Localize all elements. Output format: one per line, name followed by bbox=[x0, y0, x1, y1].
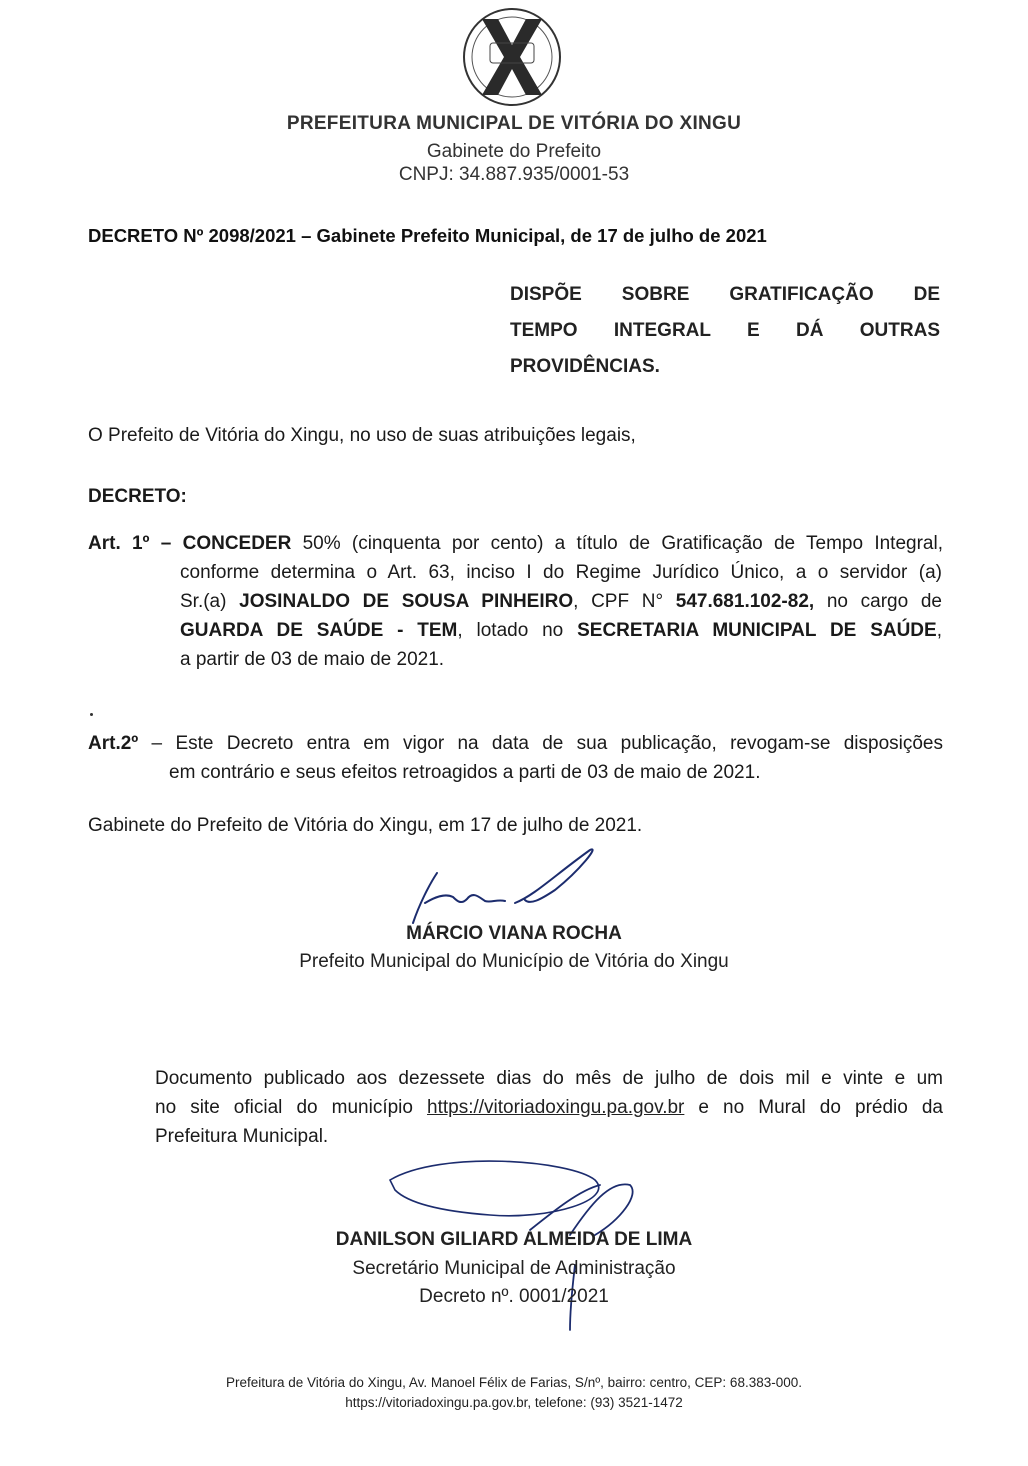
cabinet-subtitle: Gabinete do Prefeito bbox=[426, 141, 602, 162]
article-2 bbox=[88, 729, 943, 783]
municipal-seal bbox=[460, 5, 564, 109]
publication-line-1: Documento publicado aos dezessete dias do mês de julho de dois mil e vinte e um bbox=[155, 1068, 943, 1089]
employee-role: GUARDA DE SAÚDE - TEM bbox=[180, 620, 458, 641]
ementa-line: DISPÕE SOBRE GRATIFICAÇÃO DE bbox=[510, 284, 940, 305]
decree-title: DECRETO Nº 2098/2021 – Gabinete Prefeito Municipal, de 17 de julho de 2021 bbox=[88, 225, 767, 246]
website-link[interactable]: https://vitoriadoxingu.pa.gov.br bbox=[427, 1097, 685, 1118]
decree-ementa bbox=[510, 277, 940, 385]
prefecture-title: PREFEITURA MUNICIPAL DE VITÓRIA DO XINGU bbox=[286, 113, 742, 134]
article-1-line-3 bbox=[180, 587, 942, 616]
decreto-label: DECRETO: bbox=[88, 486, 187, 507]
closing-statement: Gabinete do Prefeito de Vitória do Xingu, em 17 de julho de 2021. bbox=[88, 815, 643, 836]
mayor-name: MÁRCIO VIANA ROCHA bbox=[406, 923, 622, 944]
ementa-line: TEMPO INTEGRAL E DÁ OUTRAS bbox=[510, 320, 940, 341]
article-1-text: no cargo de bbox=[814, 591, 942, 612]
secretary-role: Secretário Municipal de Administração bbox=[352, 1258, 676, 1279]
secretary-decree: Decreto nº. 0001/2021 bbox=[419, 1286, 609, 1307]
article-2-label: Art.2º bbox=[88, 733, 139, 754]
publication-line-2 bbox=[155, 1093, 943, 1122]
decree-intro: O Prefeito de Vitória do Xingu, no uso de suas atribuições legais, bbox=[88, 425, 636, 446]
employee-department: SECRETARIA MUNICIPAL DE SAÚDE bbox=[577, 620, 937, 641]
employee-name: JOSINALDO DE SOUSA PINHEIRO bbox=[239, 591, 574, 612]
mayor-role: Prefeito Municipal do Município de Vitória do Xingu bbox=[299, 951, 729, 972]
publication-text: no site oficial do município bbox=[155, 1097, 428, 1118]
publication-line-3: Prefeitura Municipal. bbox=[155, 1126, 329, 1147]
article-1-text: , lotado no bbox=[457, 620, 578, 641]
article-1-text: , CPF N° bbox=[573, 591, 676, 612]
article-1 bbox=[88, 529, 943, 670]
ementa-line: PROVIDÊNCIAS. bbox=[510, 356, 660, 377]
article-1-verb: CONCEDER bbox=[182, 533, 292, 554]
article-1-text: , bbox=[936, 620, 942, 641]
article-2-line-1 bbox=[88, 729, 943, 758]
article-1-text: Sr.(a) bbox=[180, 591, 240, 612]
scan-dot bbox=[90, 713, 93, 716]
article-1-line-5: a partir de 03 de maio de 2021. bbox=[180, 649, 445, 670]
article-1-text: 50% (cinquenta por cento) a título de Gratificação de Tempo Integral, bbox=[302, 533, 943, 554]
footer-contact: https://vitoriadoxingu.pa.gov.br, telefone: (93) 3521-1472 bbox=[345, 1395, 683, 1410]
article-1-line-4 bbox=[180, 616, 942, 645]
publication-text: e no Mural do prédio da bbox=[684, 1097, 944, 1118]
cnpj: CNPJ: 34.887.935/0001-53 bbox=[398, 164, 630, 185]
publication-note bbox=[155, 1064, 943, 1151]
article-2-line-2: em contrário e seus efeitos retroagidos a parti de 03 de maio de 2021. bbox=[169, 762, 761, 783]
article-1-body bbox=[180, 558, 942, 674]
secretary-name: DANILSON GILIARD ALMEIDA DE LIMA bbox=[335, 1229, 693, 1250]
article-1-line-2: conforme determina o Art. 63, inciso I do Regime Jurídico Único, a o servidor (a) bbox=[180, 562, 942, 583]
article-1-label: Art. 1º – bbox=[88, 533, 172, 554]
mayor-signature-icon bbox=[395, 845, 605, 935]
article-2-text: – Este Decreto entra em vigor na data de sua publicação, revogam-se disposições bbox=[138, 733, 943, 754]
seal-emblem-icon bbox=[460, 5, 564, 109]
article-2-body bbox=[169, 758, 942, 787]
article-1-line-1 bbox=[88, 529, 943, 558]
footer-address: Prefeitura de Vitória do Xingu, Av. Manoel Félix de Farias, S/nº, bairro: centro, CEP: 68.383-000. bbox=[226, 1375, 802, 1390]
employee-cpf: 547.681.102-82, bbox=[675, 591, 815, 612]
